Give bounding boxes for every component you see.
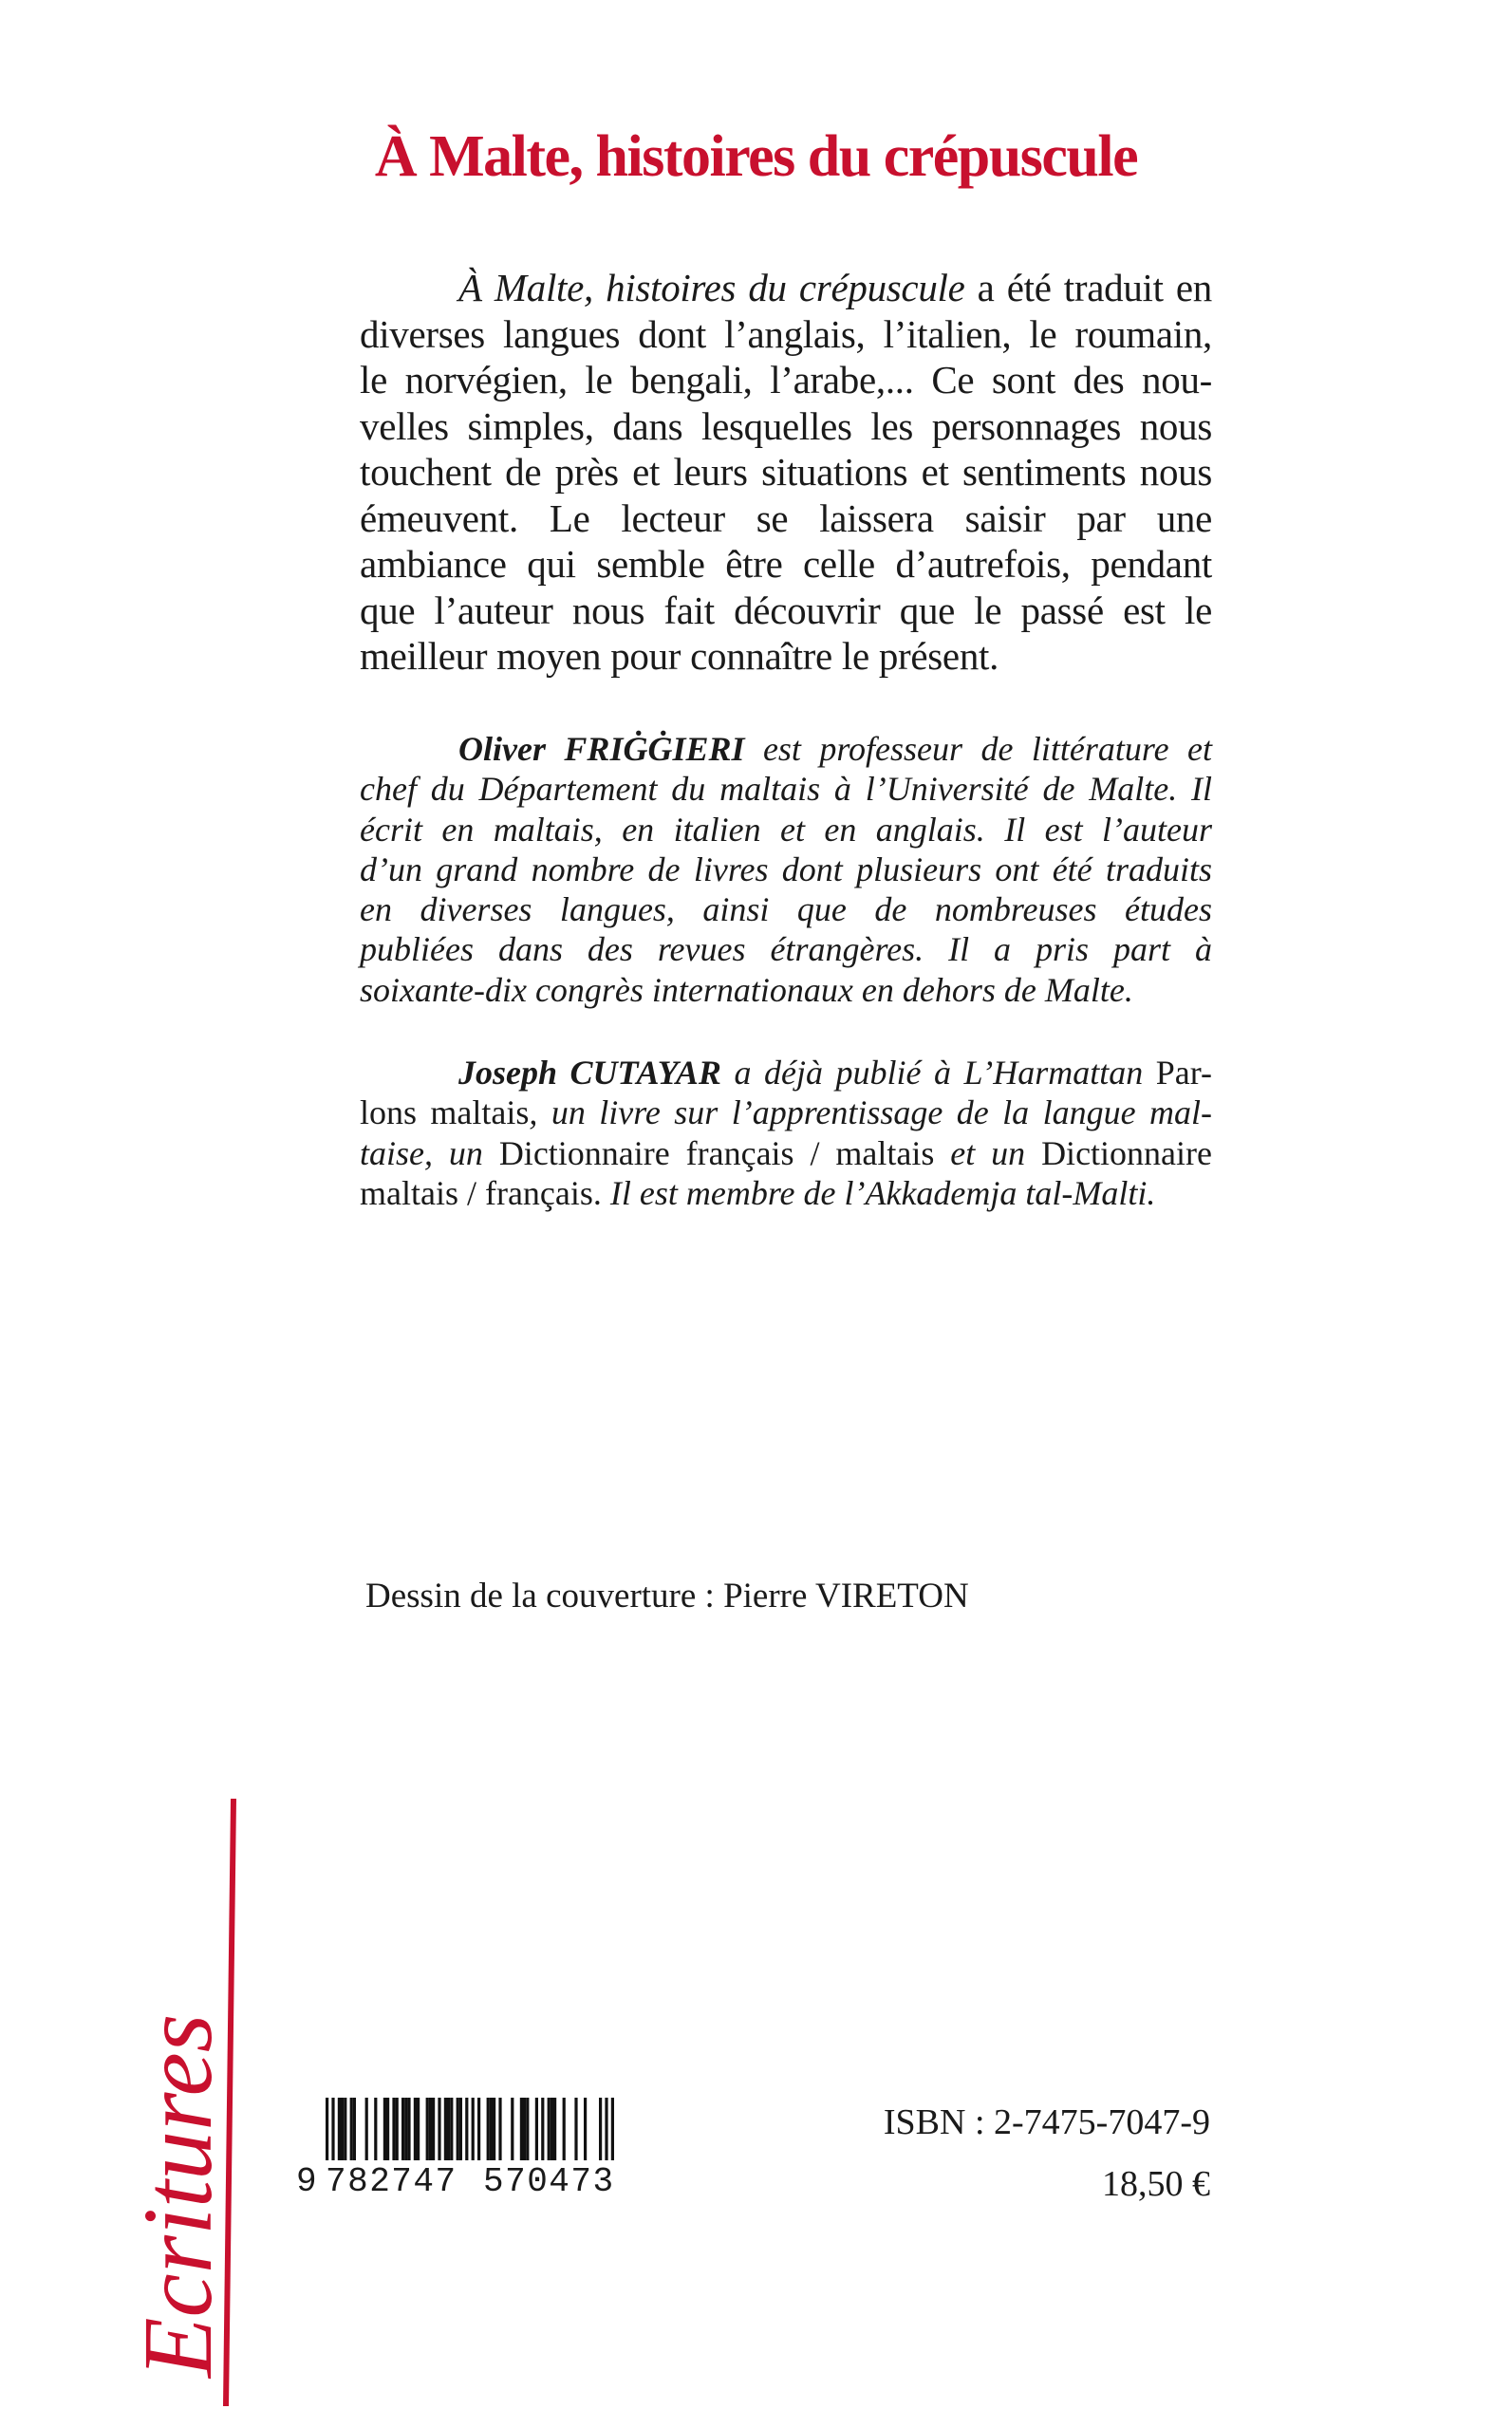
barcode-group-right: 570473 <box>483 2162 615 2201</box>
barcode-bar <box>338 2098 341 2160</box>
translator-line <box>360 1092 1212 1132</box>
bio-line: écrit en maltais, en italien et en anglais. Il est l’auteur <box>360 810 1212 849</box>
bio-line: en diverses langues, ainsi que de nombreuses études <box>360 890 1212 929</box>
barcode-bar <box>599 2098 602 2160</box>
translator-text: taise, un <box>360 1133 499 1172</box>
barcode-bar <box>523 2098 526 2160</box>
summary-line: diverses langues dont l’anglais, l’italien, le roumain, <box>360 311 1212 356</box>
summary-line: touchent de près et leurs situations et sentiments nous <box>360 450 1212 494</box>
bio-line <box>360 729 1212 769</box>
barcode-group-left: 782747 <box>326 2162 457 2201</box>
summary-line: émeuvent. Le lecteur se laissera saisir par une <box>360 495 1212 540</box>
book-ref: maltais / français. <box>360 1173 602 1212</box>
barcode-bar <box>417 2098 420 2160</box>
barcode-bar <box>344 2098 346 2160</box>
barcode-bar <box>526 2098 529 2160</box>
summary-line: velles simples, dans lesquelles les personnages nous <box>360 403 1212 448</box>
barcode-bar <box>374 2098 377 2160</box>
book-title: À Malte, histoires du crépuscule <box>374 124 1138 189</box>
bio-line: publiées dans des revues étrangères. Il a pris part à <box>360 930 1212 969</box>
barcode-bar <box>563 2098 566 2160</box>
barcode-bar <box>341 2098 344 2160</box>
barcode-bar <box>553 2098 556 2160</box>
isbn: ISBN : 2-7475-7047-9 <box>883 2102 1210 2142</box>
barcode-bar <box>386 2098 389 2160</box>
summary-line <box>360 265 1212 311</box>
translator-text: Il est membre de l’Akkademja tal-Malti. <box>601 1173 1156 1212</box>
summary-title-ref: À Malte, histoires du crépuscule <box>458 266 965 309</box>
barcode-bar <box>353 2098 356 2160</box>
barcode-bar <box>447 2098 450 2160</box>
barcode-bar <box>438 2098 440 2160</box>
book-ref: Dictionnaire <box>1041 1133 1212 1172</box>
barcode-bar <box>584 2098 587 2160</box>
barcode-first-digit: 9 <box>296 2162 319 2201</box>
translator-name: Joseph CUTAYAR <box>458 1054 721 1092</box>
barcode-bar <box>407 2098 410 2160</box>
bio-text: est professeur de littérature et <box>744 730 1213 768</box>
summary-text: a été traduit en <box>964 266 1212 309</box>
barcode-bar <box>426 2098 429 2160</box>
bio-line: d’un grand nombre de livres dont plusieurs ont été traduits <box>360 850 1212 888</box>
translator-line <box>360 1173 1212 1213</box>
price: 18,50 € <box>1102 2164 1210 2204</box>
summary-line: ambiance qui semble être celle d’autrefois, pendant <box>360 542 1212 586</box>
barcode-bar <box>574 2098 577 2160</box>
translator-bio-paragraph <box>360 1053 1212 1213</box>
barcode-bar <box>414 2098 417 2160</box>
author-name: Oliver FRIĠĠIERI <box>458 730 745 768</box>
summary-paragraph <box>360 265 1212 680</box>
ecritures-logo <box>104 1799 294 2406</box>
barcode-bar <box>396 2098 399 2160</box>
translator-text: et un <box>934 1133 1042 1172</box>
barcode-bar <box>457 2098 459 2160</box>
cover-credit: Dessin de la couverture : Pierre VIRETON <box>365 1577 969 1615</box>
translator-text: a déjà publié à L’Harmattan <box>720 1054 1156 1092</box>
book-ref: lons maltais <box>360 1093 530 1132</box>
barcode-bar <box>350 2098 353 2160</box>
author-bio-paragraph <box>360 729 1212 1010</box>
barcode-bar <box>490 2098 493 2160</box>
barcode-bar <box>432 2098 435 2160</box>
barcode-bar <box>511 2098 513 2160</box>
barcode-bar <box>459 2098 462 2160</box>
translator-text: , un livre sur l’apprentissage de la langue mal- <box>529 1093 1212 1132</box>
logo-text: Ecritures <box>123 2013 233 2378</box>
translator-line <box>360 1133 1212 1173</box>
barcode-bar <box>477 2098 480 2160</box>
barcode-bar <box>392 2098 395 2160</box>
barcode-bar <box>429 2098 432 2160</box>
barcode-bar <box>383 2098 386 2160</box>
barcode-bar <box>498 2098 501 2160</box>
barcode-bar <box>401 2098 404 2160</box>
barcode-bar <box>444 2098 447 2160</box>
book-ref: Dictionnaire français / maltais <box>498 1133 935 1172</box>
summary-line: le norvégien, le bengali, l’arabe,... Ce sont des nou- <box>360 358 1212 402</box>
bio-line: chef du Département du maltais à l’Université de Malte. Il <box>360 770 1212 809</box>
barcode-bar <box>365 2098 368 2160</box>
barcode-bar <box>535 2098 538 2160</box>
translator-line <box>360 1053 1212 1092</box>
barcode-digits <box>297 2160 635 2208</box>
barcode-bar <box>551 2098 553 2160</box>
summary-line: meilleur moyen pour connaître le présent. <box>360 634 999 678</box>
bio-line: soixante-dix congrès internationaux en dehors de Malte. <box>360 970 1133 1009</box>
summary-line: que l’auteur nous fait découvrir que le passé est le <box>360 588 1212 632</box>
book-ref: Par- <box>1155 1054 1212 1092</box>
barcode-bar <box>520 2098 523 2160</box>
barcode-bar <box>487 2098 490 2160</box>
barcode-bar <box>404 2098 407 2160</box>
barcode-bar <box>493 2098 495 2160</box>
barcode-bar <box>541 2098 544 2160</box>
barcode-bar <box>450 2098 453 2160</box>
barcode-bar <box>548 2098 551 2160</box>
